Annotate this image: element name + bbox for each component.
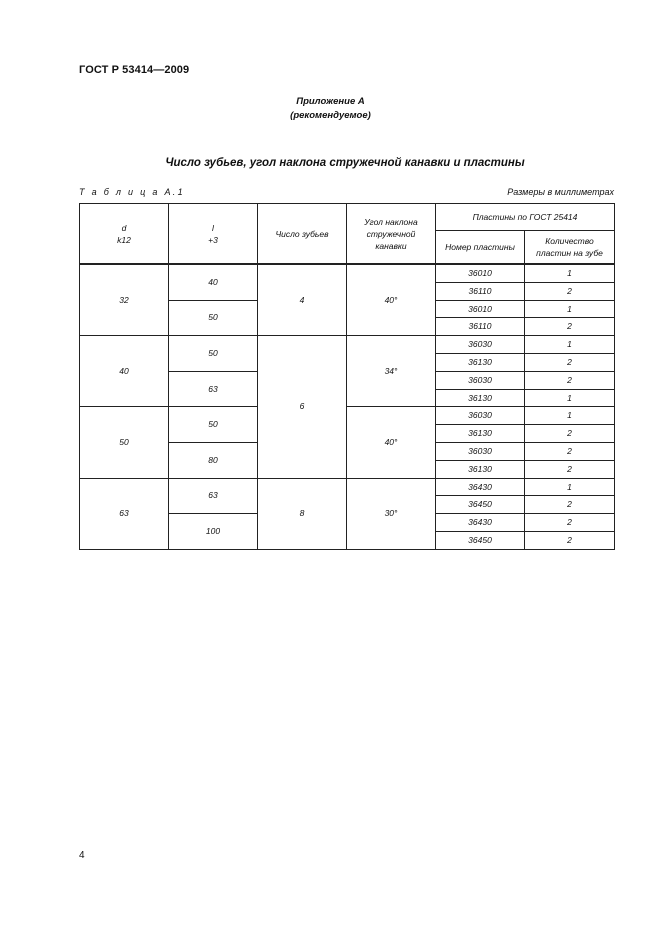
cell-angle: 30° bbox=[347, 478, 436, 549]
cell-plate-count: 1 bbox=[525, 336, 615, 354]
cell-plate-count: 2 bbox=[525, 496, 615, 514]
cell-teeth: 6 bbox=[258, 336, 347, 478]
cell-l: 80 bbox=[169, 442, 258, 478]
table-row bbox=[80, 478, 615, 496]
cell-plate-number: 36430 bbox=[436, 514, 525, 532]
cell-d: 32 bbox=[80, 264, 169, 336]
cell-plate-number: 36110 bbox=[436, 318, 525, 336]
cell-plate-count: 2 bbox=[525, 371, 615, 389]
cell-plate-count: 1 bbox=[525, 264, 615, 282]
header-plate-count: Количество пластин на зубе bbox=[525, 231, 615, 265]
cell-l: 50 bbox=[169, 300, 258, 336]
page-number: 4 bbox=[79, 850, 85, 861]
cell-plate-number: 36110 bbox=[436, 282, 525, 300]
annex-heading bbox=[0, 95, 661, 123]
table-row bbox=[80, 264, 615, 282]
table-units: Размеры в миллиметрах bbox=[507, 187, 614, 197]
cell-plate-count: 2 bbox=[525, 514, 615, 532]
header-l bbox=[169, 204, 258, 265]
annex-subtitle: (рекомендуемое) bbox=[290, 110, 371, 121]
header-plate-number: Номер пластины bbox=[436, 231, 525, 265]
table-caption: Т а б л и ц а А.1 bbox=[79, 187, 185, 197]
header-d-label: d bbox=[121, 222, 127, 233]
cell-plate-count: 2 bbox=[525, 318, 615, 336]
cell-l: 100 bbox=[169, 514, 258, 550]
cell-l: 50 bbox=[169, 336, 258, 372]
cell-d: 40 bbox=[80, 336, 169, 407]
header-l-tolerance: +3 bbox=[208, 234, 218, 245]
cell-plate-count: 1 bbox=[525, 389, 615, 407]
cell-angle: 40° bbox=[347, 407, 436, 478]
cell-plate-number: 36030 bbox=[436, 442, 525, 460]
cell-teeth: 4 bbox=[258, 264, 347, 336]
header-angle: Угол наклона стружечной канавки bbox=[347, 204, 436, 265]
cell-plate-count: 2 bbox=[525, 425, 615, 443]
cell-plate-count: 1 bbox=[525, 300, 615, 318]
cell-plate-number: 36450 bbox=[436, 496, 525, 514]
cell-plate-count: 1 bbox=[525, 478, 615, 496]
header-plates: Пластины по ГОСТ 25414 bbox=[436, 204, 615, 231]
cell-plate-count: 1 bbox=[525, 407, 615, 425]
cell-plate-count: 2 bbox=[525, 531, 615, 549]
cell-plate-count: 2 bbox=[525, 460, 615, 478]
cell-plate-number: 36030 bbox=[436, 336, 525, 354]
cell-plate-number: 36030 bbox=[436, 407, 525, 425]
cell-d: 63 bbox=[80, 478, 169, 549]
cell-l: 63 bbox=[169, 371, 258, 407]
cell-d: 50 bbox=[80, 407, 169, 478]
header-teeth: Число зубьев bbox=[258, 204, 347, 265]
cell-plate-number: 36010 bbox=[436, 300, 525, 318]
cell-plate-number: 36130 bbox=[436, 425, 525, 443]
cell-l: 63 bbox=[169, 478, 258, 514]
cell-plate-count: 2 bbox=[525, 353, 615, 371]
table-row bbox=[80, 336, 615, 354]
cell-angle: 40° bbox=[347, 264, 436, 336]
cell-plate-number: 36430 bbox=[436, 478, 525, 496]
cell-plate-number: 36010 bbox=[436, 264, 525, 282]
cell-teeth: 8 bbox=[258, 478, 347, 549]
table-row bbox=[80, 407, 615, 425]
cell-plate-number: 36130 bbox=[436, 353, 525, 371]
document-header: ГОСТ Р 53414—2009 bbox=[79, 64, 190, 76]
cell-angle: 34° bbox=[347, 336, 436, 407]
table-header-row bbox=[80, 204, 615, 231]
cell-plate-count: 2 bbox=[525, 442, 615, 460]
cell-plate-number: 36130 bbox=[436, 460, 525, 478]
header-d bbox=[80, 204, 169, 265]
annex-title: Приложение А bbox=[296, 96, 365, 107]
header-d-tolerance: k12 bbox=[117, 234, 131, 245]
cell-plate-count: 2 bbox=[525, 282, 615, 300]
section-title: Число зубьев, угол наклона стружечной канавки и пластины bbox=[165, 157, 525, 169]
cell-l: 40 bbox=[169, 264, 258, 300]
cell-plate-number: 36450 bbox=[436, 531, 525, 549]
data-table bbox=[79, 203, 615, 550]
cell-plate-number: 36030 bbox=[436, 371, 525, 389]
cell-l: 50 bbox=[169, 407, 258, 443]
header-l-label: l bbox=[212, 222, 214, 233]
cell-plate-number: 36130 bbox=[436, 389, 525, 407]
